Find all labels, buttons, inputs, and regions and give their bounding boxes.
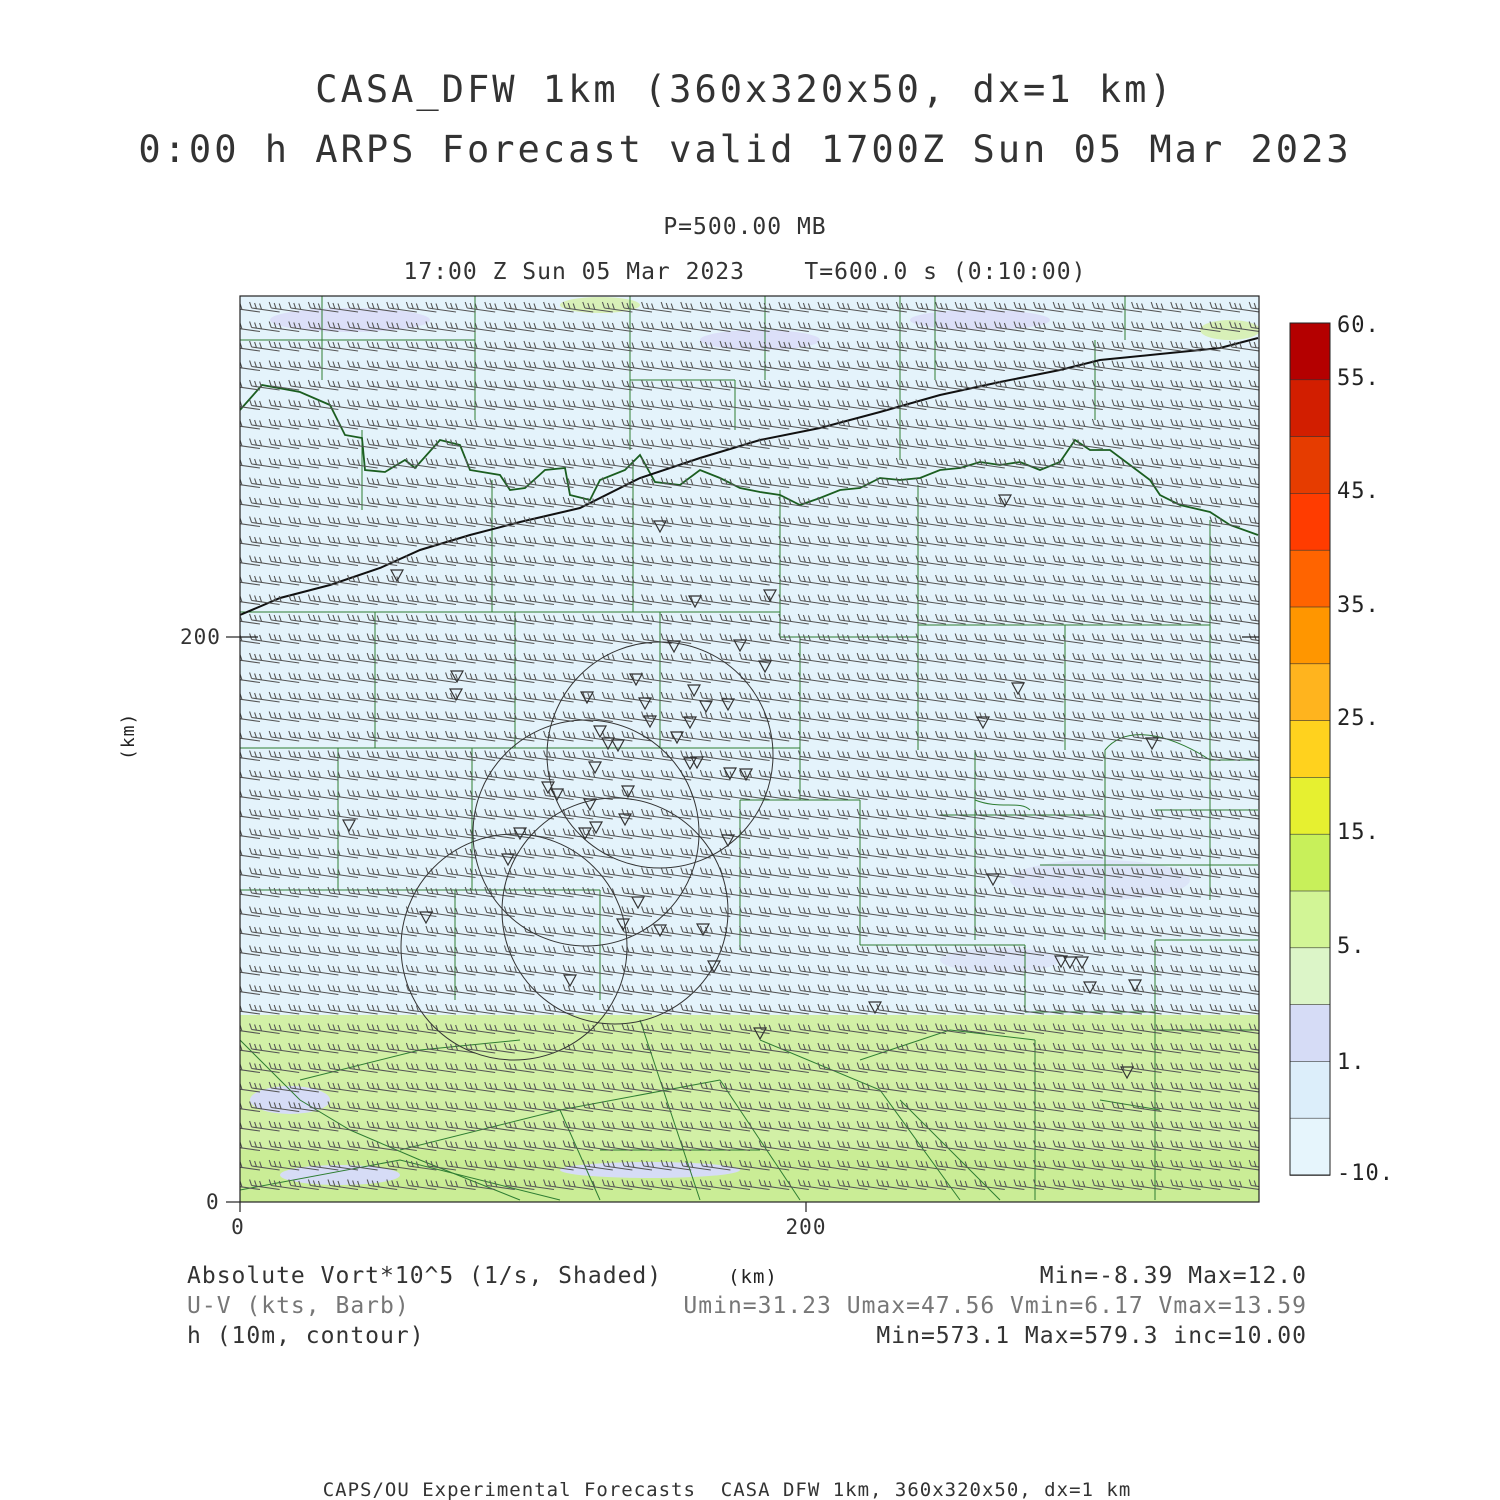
colorbar-label-25: 25. — [1337, 706, 1380, 731]
colorbar-segment — [1290, 891, 1330, 948]
pressure-level-label: P=500.00 MB — [663, 214, 827, 240]
colorbar-segment — [1290, 948, 1330, 1005]
footer-credit: CAPS/OU Experimental Forecasts CASA DFW 1km, 360x320x50, dx=1 km — [322, 1479, 1132, 1500]
x-axis-label: (km) — [728, 1266, 778, 1288]
colorbar-segment — [1290, 437, 1330, 494]
y-tick-0: 0 — [206, 1190, 220, 1214]
legend-vorticity: Absolute Vort*10^5 (1/s, Shaded) — [187, 1263, 663, 1289]
x-tick-0: 0 — [231, 1215, 245, 1239]
colorbar-label-minus10: -10. — [1337, 1161, 1394, 1186]
colorbar-label-1: 1. — [1337, 1050, 1366, 1075]
y-axis-label: (km) — [118, 712, 139, 760]
colorbar-label-5: 5. — [1337, 934, 1366, 959]
legend-wind-barb: U-V (kts, Barb) — [187, 1293, 410, 1319]
valid-time-label: 17:00 Z Sun 05 Mar 2023 T=600.0 s (0:10:00) — [403, 259, 1087, 285]
y-tick-200: 200 — [180, 625, 221, 649]
colorbar-label-45: 45. — [1337, 479, 1380, 504]
legend-height-range: Min=573.1 Max=579.3 inc=10.00 — [876, 1323, 1307, 1349]
x-tick-200: 200 — [785, 1215, 827, 1239]
colorbar-segment — [1290, 550, 1330, 607]
colorbar-segment — [1290, 664, 1330, 721]
colorbar — [1290, 323, 1330, 1176]
legend-wind-range: Umin=31.23 Umax=47.56 Vmin=6.17 Vmax=13.59 — [683, 1293, 1307, 1319]
colorbar-segment — [1290, 493, 1330, 550]
colorbar-segment — [1290, 1061, 1330, 1118]
colorbar-label-35: 35. — [1337, 593, 1380, 618]
plot-title-line2: 0:00 h ARPS Forecast valid 1700Z Sun 05 Mar 2023 — [138, 128, 1352, 171]
colorbar-segment — [1290, 1005, 1330, 1062]
colorbar-segment — [1290, 607, 1330, 664]
colorbar-segment — [1290, 1118, 1330, 1175]
colorbar-segment — [1290, 834, 1330, 891]
plot-title-line1: CASA_DFW 1km (360x320x50, dx=1 km) — [315, 68, 1175, 111]
colorbar-label-55: 55. — [1337, 366, 1380, 391]
colorbar-segment — [1290, 721, 1330, 778]
colorbar-label-15: 15. — [1337, 820, 1380, 845]
legend-height: h (10m, contour) — [187, 1323, 425, 1349]
colorbar-segment — [1290, 380, 1330, 437]
colorbar-segment — [1290, 323, 1330, 380]
colorbar-segment — [1290, 777, 1330, 834]
colorbar-label-60: 60. — [1337, 313, 1380, 338]
legend-vorticity-range: Min=-8.39 Max=12.0 — [1039, 1263, 1307, 1289]
